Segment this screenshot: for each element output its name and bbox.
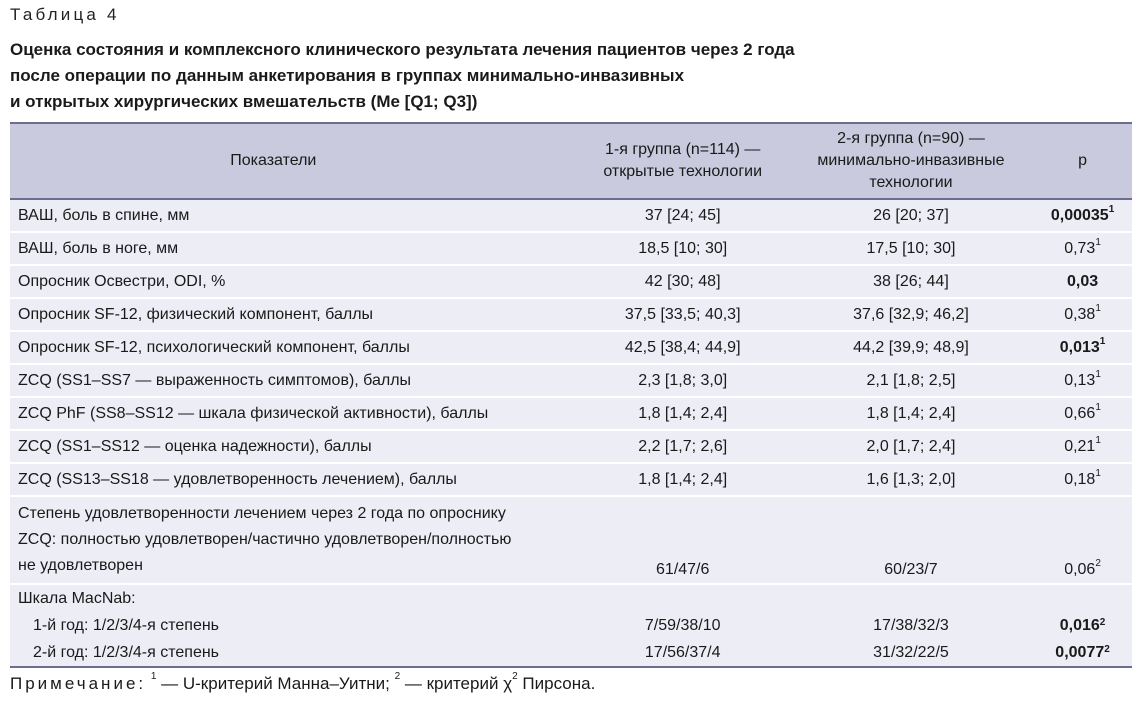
header-group-2 (789, 123, 1033, 199)
macnab-p (1033, 584, 1132, 667)
row-p (1033, 397, 1132, 430)
satisfaction-group-1: 61/47/6 (577, 496, 789, 584)
row-indicator: ВАШ, боль в ноге, мм (10, 232, 577, 265)
row-indicator: Опросник SF-12, психологический компонент, баллы (10, 331, 577, 364)
header-group-2-line-1: 2-я группа (n=90) — (837, 130, 985, 147)
row-p-sup: 1 (1095, 236, 1101, 248)
row-indicator: ВАШ, боль в спине, мм (10, 199, 577, 232)
row-p (1033, 430, 1132, 463)
row-p (1033, 331, 1132, 364)
macnab-year-2-group-1: 17/56/37/4 (644, 644, 721, 661)
row-p (1033, 199, 1132, 232)
table-title (10, 37, 1110, 115)
row-p (1033, 298, 1132, 331)
row-group-2: 44,2 [39,9; 48,9] (789, 331, 1033, 364)
macnab-row (10, 584, 1132, 667)
row-p-value: 0,73 (1064, 239, 1096, 257)
row-p-sup: 1 (1095, 368, 1101, 380)
header-group-1-line-2: открытые технологии (603, 163, 763, 180)
row-group-1: 2,2 [1,7; 2,6] (577, 430, 789, 463)
row-group-2: 38 [26; 44] (789, 265, 1033, 298)
satisfaction-name-line: ZCQ: полностью удовлетворен/частично удовлетворен/полностью (18, 531, 512, 548)
macnab-name (10, 584, 577, 667)
row-group-2: 1,8 [1,4; 2,4] (789, 397, 1033, 430)
satisfaction-p (1033, 496, 1132, 584)
row-group-1: 42,5 [38,4; 44,9] (577, 331, 789, 364)
row-group-1: 37,5 [33,5; 40,3] (577, 298, 789, 331)
note-text-1: — U-критерий Манна–Уитни; (156, 674, 395, 693)
macnab-year-1-group-2: 17/38/32/3 (873, 617, 949, 634)
macnab-year-2-label: 2-й год: 1/2/3/4-я степень (33, 644, 220, 661)
row-indicator: Опросник Освестри, ODI, % (10, 265, 577, 298)
table-row (10, 430, 1132, 463)
header-p: p (1033, 123, 1132, 199)
macnab-title: Шкала MacNab: (18, 590, 136, 607)
macnab-group-2 (789, 584, 1033, 667)
row-group-1: 37 [24; 45] (577, 199, 789, 232)
table-row (10, 463, 1132, 496)
table-row (10, 364, 1132, 397)
row-p-sup: 1 (1095, 302, 1101, 314)
row-indicator: ZCQ PhF (SS8–SS12 — шкала физической активности), баллы (10, 397, 577, 430)
row-indicator: Опросник SF-12, физический компонент, баллы (10, 298, 577, 331)
row-p-sup: 1 (1095, 467, 1101, 479)
row-p-sup: 1 (1099, 335, 1106, 347)
satisfaction-name-line: Степень удовлетворенности лечением через 2 года по опроснику (18, 505, 506, 522)
results-table (10, 122, 1132, 668)
row-p (1033, 463, 1132, 496)
row-group-1: 18,5 [10; 30] (577, 232, 789, 265)
row-indicator: ZCQ (SS13–SS18 — удовлетворенность лечением), баллы (10, 463, 577, 496)
row-group-2: 2,1 [1,8; 2,5] (789, 364, 1033, 397)
macnab-year-2-p: 0,0077$^2$ (1055, 644, 1110, 661)
row-p-value: 0,21 (1064, 437, 1096, 455)
note-text-2: — критерий (400, 674, 504, 693)
row-p-value: 0,18 (1064, 470, 1096, 488)
row-group-1: 2,3 [1,8; 3,0] (577, 364, 789, 397)
row-group-2: 1,6 [1,3; 2,0] (789, 463, 1033, 496)
satisfaction-p-sup: 2 (1095, 558, 1101, 569)
note-sup-2: 2 (394, 671, 401, 682)
note-chi-sup: 2 (512, 671, 518, 682)
row-p-sup: 1 (1095, 401, 1101, 413)
satisfaction-group-2: 60/23/7 (789, 496, 1033, 584)
title-line-3: и открытых хирургических вмешательств (Me [Q1; Q3]) (10, 92, 478, 111)
macnab-year-1-label: 1-й год: 1/2/3/4-я степень (33, 617, 220, 634)
row-p-value: 0,013 (1059, 338, 1100, 356)
row-p-sup: 1 (1108, 203, 1115, 215)
row-indicator: ZCQ (SS1–SS7 — выраженность симптомов), баллы (10, 364, 577, 397)
note-sup-1: 1 (150, 671, 157, 682)
table-row (10, 331, 1132, 364)
row-p-sup: 1 (1095, 434, 1101, 446)
table-label: Таблица 4 (10, 5, 120, 24)
row-p (1033, 232, 1132, 265)
table-row (10, 298, 1132, 331)
header-group-2-line-3: технологии (869, 174, 953, 191)
macnab-year-2-group-2: 31/32/22/5 (873, 644, 949, 661)
header-row (10, 123, 1132, 199)
note-chi: χ (503, 674, 513, 693)
row-group-2: 26 [20; 37] (789, 199, 1033, 232)
header-indicators: Показатели (10, 123, 577, 199)
header-group-1 (577, 123, 789, 199)
row-p-value: 0,38 (1064, 305, 1096, 323)
row-group-1: 1,8 [1,4; 2,4] (577, 463, 789, 496)
table-row (10, 232, 1132, 265)
row-p (1033, 265, 1132, 298)
table-row (10, 199, 1132, 232)
title-line-1: Оценка состояния и комплексного клинического результата лечения пациентов через 2 года (10, 40, 795, 59)
macnab-group-1 (577, 584, 789, 667)
table-row (10, 397, 1132, 430)
row-group-2: 2,0 [1,7; 2,4] (789, 430, 1033, 463)
row-indicator: ZCQ (SS1–SS12 — оценка надежности), баллы (10, 430, 577, 463)
row-p-value: 0,66 (1064, 404, 1096, 422)
satisfaction-name-line: не удовлетворен (18, 557, 143, 574)
macnab-year-1-p: 0,016$^2$ (1059, 617, 1106, 634)
macnab-year-1-group-1: 7/59/38/10 (644, 617, 721, 634)
row-group-1: 42 [30; 48] (577, 265, 789, 298)
table-note (10, 671, 596, 694)
row-group-2: 37,6 [32,9; 46,2] (789, 298, 1033, 331)
header-group-1-line-1: 1-я группа (n=114) — (605, 141, 761, 158)
row-group-2: 17,5 [10; 30] (789, 232, 1033, 265)
note-label: Примечание: (10, 674, 147, 693)
row-p-value: 0,03 (1066, 272, 1099, 290)
satisfaction-row (10, 496, 1132, 584)
row-group-1: 1,8 [1,4; 2,4] (577, 397, 789, 430)
header-group-2-line-2: минимально-инвазивные (817, 152, 1005, 169)
title-line-2: после операции по данным анкетирования в группах минимально-инвазивных (10, 66, 685, 85)
row-p-value: 0,13 (1064, 371, 1096, 389)
row-p (1033, 364, 1132, 397)
satisfaction-p-value: 0,06 (1064, 561, 1096, 578)
note-text-3: Пирсона. (517, 674, 596, 693)
row-p-value: 0,00035 (1050, 206, 1109, 224)
table-row (10, 265, 1132, 298)
satisfaction-name (10, 496, 577, 584)
